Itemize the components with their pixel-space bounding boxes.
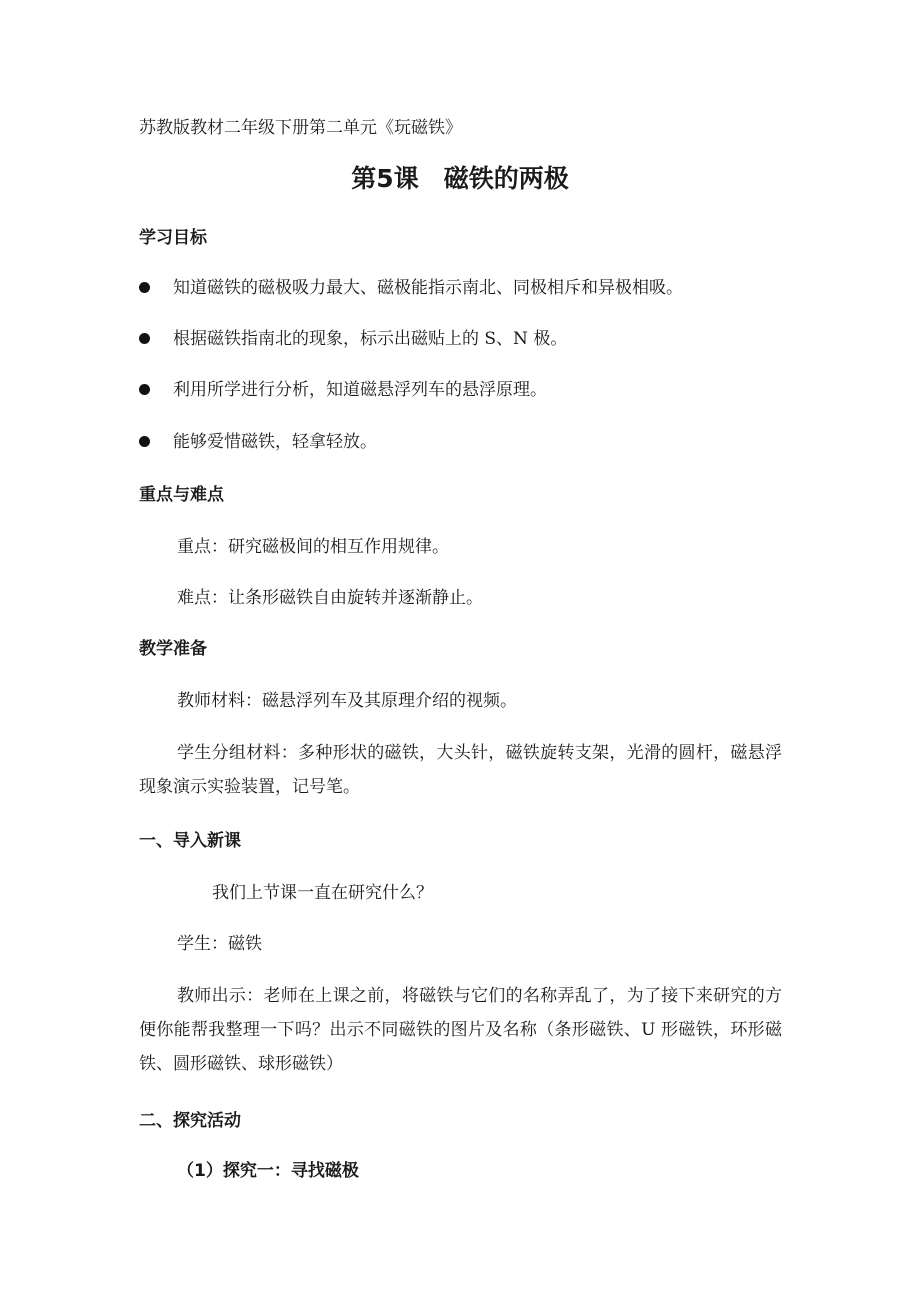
objective-item: 利用所学进行分析，知道磁悬浮列车的悬浮原理。 [173,380,547,400]
bullet-icon [139,384,150,395]
section1-heading: 一、导入新课 [139,831,241,851]
source-line: 苏教版教材二年级下册第二单元《玩磁铁》 [139,118,462,138]
objective-item: 根据磁铁指南北的现象，标示出磁贴上的 S、N 极。 [173,329,568,349]
bullet-icon [139,436,150,447]
bullet-icon [139,282,150,293]
student-answer: 学生：磁铁 [177,934,262,954]
lesson-title: 第5课 磁铁的两极 [351,164,569,193]
objective-item: 知道磁铁的磁极吸力最大、磁极能指示南北、同极相斥和异极相吸。 [173,278,683,298]
preparation-heading: 教学准备 [139,639,207,659]
teacher-materials: 教师材料：磁悬浮列车及其原理介绍的视频。 [177,691,517,711]
student-materials: 学生分组材料：多种形状的磁铁，大头针，磁铁旋转支架，光滑的圆杆，磁悬浮现象演示实验装置，记号笔。 [139,743,782,797]
key-point: 重点：研究磁极间的相互作用规律。 [177,537,449,557]
section2-heading: 二、探究活动 [139,1111,241,1131]
intro-question: 我们上节课一直在研究什么？ [212,883,433,903]
objective-item: 能够爱惜磁铁，轻拿轻放。 [173,432,377,452]
subsection-heading: （1）探究一：寻找磁极 [177,1161,359,1181]
difficulty-point: 难点：让条形磁铁自由旋转并逐渐静止。 [177,588,483,608]
bullet-icon [139,333,150,344]
teacher-show: 教师出示：老师在上课之前，将磁铁与它们的名称弄乱了，为了接下来研究的方便你能帮我整理一下吗？出示不同磁铁的图片及名称（条形磁铁、U 形磁铁，环形磁铁、圆形磁铁、球形磁铁） [139,986,782,1074]
key-points-heading: 重点与难点 [139,485,224,505]
objectives-heading: 学习目标 [139,228,207,248]
